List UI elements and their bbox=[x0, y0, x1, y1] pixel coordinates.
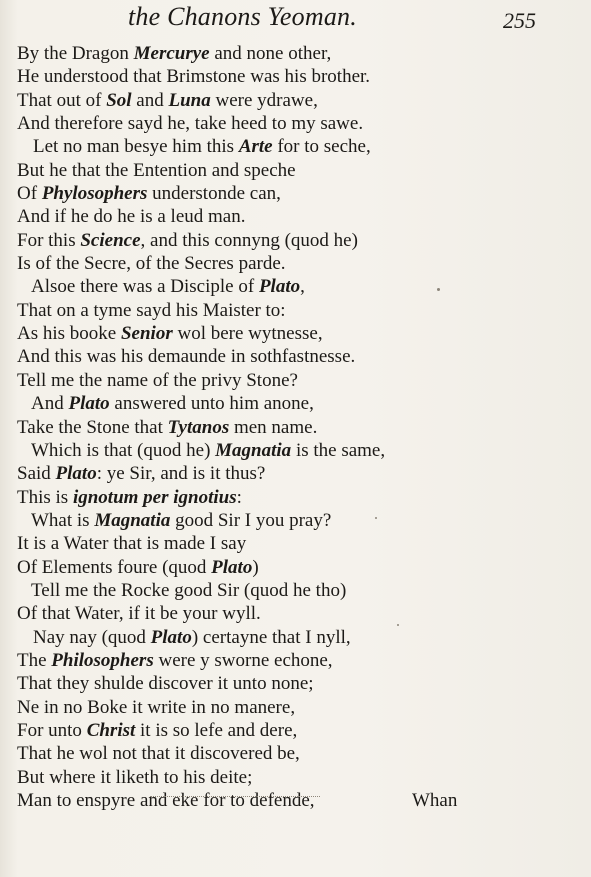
verse-line bbox=[0, 65, 591, 88]
verse-line bbox=[0, 392, 591, 415]
italic-term: Magnatia bbox=[215, 439, 292, 461]
verse-line bbox=[0, 229, 591, 252]
verse-line bbox=[0, 742, 591, 765]
line-text: : bbox=[236, 486, 242, 508]
italic-term: Mercurye bbox=[133, 43, 210, 64]
italic-term: Luna bbox=[168, 89, 211, 111]
line-text: He understood that Brimstone was his brother. bbox=[17, 66, 371, 88]
line-text: Is of the Secre, of the Secres parde. bbox=[17, 253, 286, 275]
verse-line bbox=[0, 112, 591, 135]
italic-term: Tytanos bbox=[167, 416, 230, 438]
verse-line bbox=[0, 135, 591, 158]
verse-line bbox=[0, 275, 591, 298]
italic-term: Arte bbox=[238, 136, 273, 158]
italic-term: Science bbox=[80, 229, 141, 251]
verse-line bbox=[0, 719, 591, 742]
page-number: 255 bbox=[503, 8, 536, 33]
verse-line bbox=[0, 439, 591, 462]
verse-line bbox=[0, 299, 591, 322]
catchword: Whan bbox=[412, 790, 458, 811]
line-text: And this was his demaunde in sothfastnesse. bbox=[17, 346, 356, 368]
line-text: And bbox=[31, 393, 69, 415]
verse-line bbox=[0, 649, 591, 672]
verse-line bbox=[0, 532, 591, 555]
line-text: Of that Water, if it be your wyll. bbox=[17, 603, 261, 625]
italic-term: ignotum per ignotius bbox=[72, 486, 237, 508]
ink-speck bbox=[397, 624, 399, 626]
ink-speck bbox=[437, 288, 440, 291]
line-text: As his booke bbox=[17, 323, 121, 345]
page-title: the Chanons Yeoman. bbox=[128, 2, 357, 31]
line-text: And therefore sayd he, take heed to my sawe. bbox=[17, 113, 364, 135]
line-text: Let no man besye him this bbox=[33, 136, 239, 158]
verse-line bbox=[0, 42, 591, 65]
verse-line bbox=[0, 89, 591, 112]
line-text: For this bbox=[17, 229, 81, 251]
line-text: is the same, bbox=[291, 439, 386, 461]
verse-line bbox=[0, 182, 591, 205]
line-text: That they shulde discover it unto none; bbox=[17, 673, 314, 695]
line-text: , bbox=[300, 276, 305, 298]
line-text: good Sir I you pray? bbox=[170, 509, 332, 531]
line-text: This is bbox=[17, 486, 73, 508]
running-head bbox=[0, 2, 591, 38]
line-text: understonde can, bbox=[147, 183, 281, 205]
line-text: : ye Sir, and is it thus? bbox=[96, 463, 266, 485]
faint-ornament-rule bbox=[150, 796, 320, 800]
verse-line bbox=[0, 416, 591, 439]
line-text: Of bbox=[17, 183, 42, 205]
line-text: Nay nay (quod bbox=[33, 626, 151, 648]
line-text: and none other, bbox=[209, 43, 332, 64]
line-text: The bbox=[17, 649, 52, 671]
verse-line bbox=[0, 672, 591, 695]
italic-term: Christ bbox=[86, 719, 136, 741]
verse-line bbox=[0, 462, 591, 485]
verse-line bbox=[0, 322, 591, 345]
italic-term: Plato bbox=[258, 276, 301, 298]
verse-line bbox=[0, 766, 591, 789]
verse-line bbox=[0, 205, 591, 228]
verse-line bbox=[0, 369, 591, 392]
line-text: But he that the Entention and speche bbox=[17, 159, 296, 181]
line-text: Of Elements foure (quod bbox=[17, 556, 212, 578]
line-text: ) bbox=[252, 556, 259, 578]
verse-text bbox=[0, 42, 591, 812]
line-text: for to seche, bbox=[272, 136, 371, 158]
line-text: Man to enspyre and eke for to defende, bbox=[17, 790, 315, 811]
verse-line bbox=[0, 602, 591, 625]
line-text: But where it liketh to his deite; bbox=[17, 766, 253, 788]
line-text: And if he do he is a leud man. bbox=[17, 206, 246, 228]
italic-term: Philosophers bbox=[51, 649, 154, 671]
line-text: it is so lefe and dere, bbox=[135, 719, 298, 741]
line-text: were ydrawe, bbox=[210, 89, 318, 111]
line-text: answered unto him anone, bbox=[109, 393, 314, 415]
line-text: Take the Stone that bbox=[17, 416, 168, 438]
line-text: That out of bbox=[17, 89, 107, 111]
italic-term: Phylosophers bbox=[41, 183, 148, 205]
line-text: Tell me the name of the privy Stone? bbox=[17, 369, 298, 391]
line-text: wol bere wytnesse, bbox=[172, 323, 323, 345]
italic-term: Plato bbox=[68, 393, 110, 415]
line-text: That on a tyme sayd his Maister to: bbox=[17, 299, 286, 321]
verse-line bbox=[0, 696, 591, 719]
line-text: men name. bbox=[229, 416, 318, 438]
line-text: It is a Water that is made I say bbox=[17, 533, 247, 555]
verse-line bbox=[0, 252, 591, 275]
line-text: , and this connyng (quod he) bbox=[140, 229, 358, 251]
italic-term: Senior bbox=[120, 323, 173, 345]
line-text: What is bbox=[31, 509, 95, 531]
verse-line bbox=[0, 579, 591, 602]
line-text: For unto bbox=[17, 719, 87, 741]
italic-term: Plato bbox=[211, 556, 253, 578]
line-text: and bbox=[131, 89, 169, 111]
ink-speck bbox=[375, 517, 377, 519]
italic-term: Magnatia bbox=[94, 509, 171, 531]
italic-term: Plato bbox=[150, 626, 192, 648]
italic-term: Plato bbox=[55, 463, 97, 485]
verse-line bbox=[0, 486, 591, 509]
verse-line bbox=[0, 626, 591, 649]
verse-line bbox=[0, 789, 591, 812]
line-text: That he wol not that it discovered be, bbox=[17, 743, 300, 765]
verse-line bbox=[0, 159, 591, 182]
line-text: Ne in no Boke it write in no manere, bbox=[17, 696, 296, 718]
line-text: By the Dragon bbox=[17, 43, 134, 64]
verse-line bbox=[0, 509, 591, 532]
verse-line bbox=[0, 345, 591, 368]
verse-line bbox=[0, 556, 591, 579]
line-text: ) certayne that I nyll, bbox=[191, 626, 351, 648]
line-text: were y sworne echone, bbox=[153, 649, 333, 671]
line-text: Alsoe there was a Disciple of bbox=[31, 276, 259, 298]
line-text: Which is that (quod he) bbox=[31, 439, 216, 461]
line-text: Tell me the Rocke good Sir (quod he tho) bbox=[31, 579, 347, 601]
italic-term: Sol bbox=[106, 89, 132, 111]
line-text: Said bbox=[17, 463, 56, 485]
